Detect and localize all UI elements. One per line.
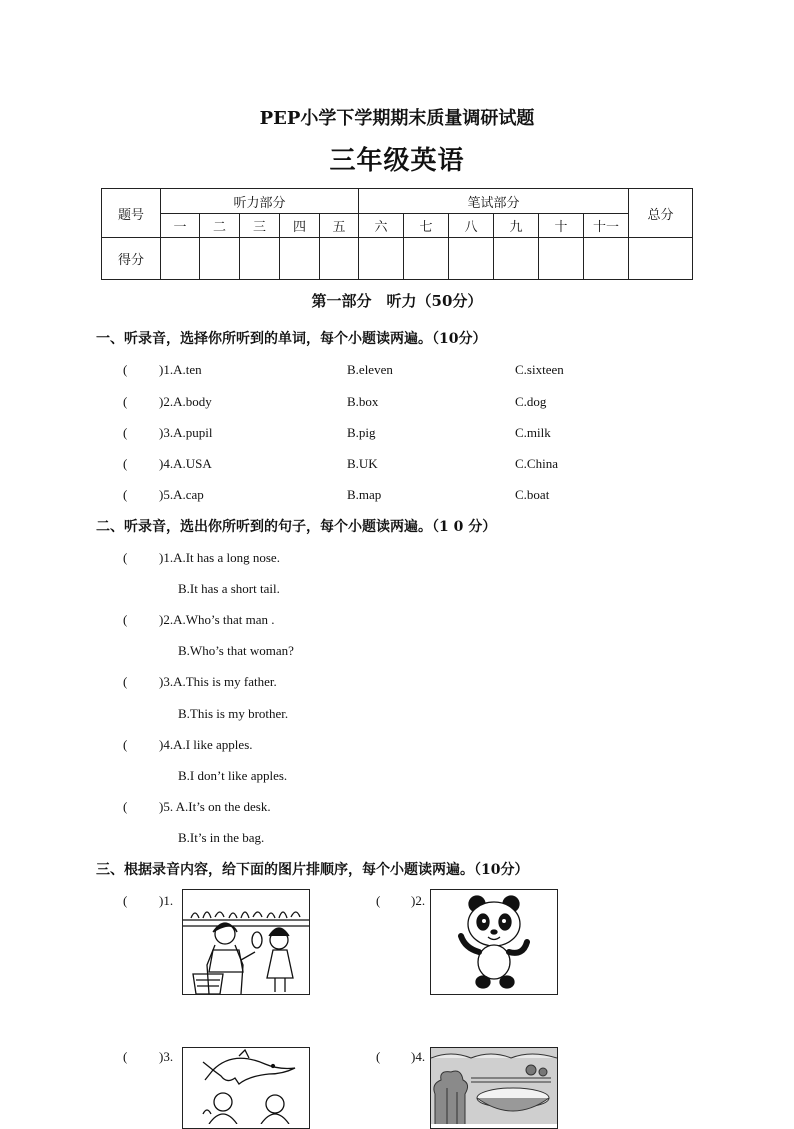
answer-paren[interactable]: ( [123, 799, 128, 814]
answer-paren[interactable]: ( [123, 456, 128, 471]
sentence-b: B.I don’t like apples. [178, 768, 288, 783]
sentence-a: )2.A.Who’s that man . [159, 612, 275, 627]
score-label: 得分 [102, 238, 161, 280]
dolphin-picture [182, 1047, 310, 1129]
score-cell[interactable] [161, 238, 200, 280]
sentence-a: )3.A.This is my father. [159, 674, 277, 689]
sentence-b: B.This is my brother. [178, 706, 289, 721]
col-4: 四 [280, 214, 320, 238]
listening-header: 听力部分 [161, 189, 359, 214]
answer-paren[interactable]: ( [376, 893, 381, 908]
exam-subtitle: 三年级英语 [329, 146, 465, 176]
panda-illustration [431, 890, 557, 994]
picture-number: )2. [411, 893, 426, 908]
option-c: C.China [515, 456, 558, 471]
col-9: 九 [494, 214, 539, 238]
answer-paren[interactable]: ( [123, 674, 128, 689]
shopping-picture [182, 889, 310, 995]
answer-paren[interactable]: ( [123, 893, 128, 908]
score-cell[interactable] [200, 238, 240, 280]
score-cell[interactable] [404, 238, 449, 280]
answer-paren[interactable]: ( [123, 487, 128, 502]
score-cell[interactable] [449, 238, 494, 280]
score-cell[interactable] [584, 238, 629, 280]
option-a: )4.A.USA [159, 456, 212, 471]
sentence-a: )1.A.It has a long nose. [159, 550, 280, 565]
option-b: B.UK [347, 456, 378, 471]
option-a: )5.A.cap [159, 487, 204, 502]
option-a: )3.A.pupil [159, 425, 213, 440]
option-a: )2.A.body [159, 394, 212, 409]
score-cell[interactable] [280, 238, 320, 280]
section1-title: 一、听录音，选择你所听到的单词，每个小题读两遍。（10分） [96, 331, 487, 347]
park-illustration [431, 1048, 557, 1124]
sentence-a: )5. A.It’s on the desk. [159, 799, 271, 814]
picture-number: )3. [159, 1049, 174, 1064]
col-2: 二 [200, 214, 240, 238]
answer-paren[interactable]: ( [123, 362, 128, 377]
answer-paren[interactable]: ( [123, 550, 128, 565]
col-11: 十一 [584, 214, 629, 238]
score-cell[interactable] [539, 238, 584, 280]
col-3: 三 [240, 214, 280, 238]
sentence-b: B.It has a short tail. [178, 581, 280, 596]
row-label: 题号 [102, 189, 161, 238]
picture-number: )4. [411, 1049, 426, 1064]
score-cell[interactable] [494, 238, 539, 280]
sentence-b: B.It’s in the bag. [178, 830, 265, 845]
col-5: 五 [320, 214, 359, 238]
picture-number: )1. [159, 893, 174, 908]
answer-paren[interactable]: ( [376, 1049, 381, 1064]
option-c: C.sixteen [515, 362, 564, 377]
option-b: B.eleven [347, 362, 393, 377]
answer-paren[interactable]: ( [123, 394, 128, 409]
option-b: B.pig [347, 425, 376, 440]
writing-header: 笔试部分 [359, 189, 629, 214]
col-1: 一 [161, 214, 200, 238]
option-c: C.boat [515, 487, 550, 502]
option-b: B.map [347, 487, 382, 502]
park-picture [430, 1047, 558, 1129]
option-a: )1.A.ten [159, 362, 202, 377]
option-c: C.milk [515, 425, 551, 440]
col-7: 七 [404, 214, 449, 238]
answer-paren[interactable]: ( [123, 612, 128, 627]
score-cell[interactable] [320, 238, 359, 280]
section2-title: 二、听录音，选出你所听到的句子，每个小题读两遍。（1 0 分） [96, 519, 497, 535]
section3-title: 三、根据录音内容，给下面的图片排顺序，每个小题读两遍。（10分） [96, 862, 529, 878]
col-6: 六 [359, 214, 404, 238]
col-10: 十 [539, 214, 584, 238]
option-b: B.box [347, 394, 379, 409]
total-cell[interactable] [629, 238, 693, 280]
part-title: 第一部分 听力（50分） [311, 292, 483, 310]
score-table [101, 188, 693, 280]
shopping-illustration [183, 890, 309, 994]
dolphin-illustration [183, 1048, 309, 1124]
exam-title: PEP小学下学期期末质量调研试题 [259, 108, 535, 129]
option-c: C.dog [515, 394, 547, 409]
total-header: 总分 [629, 189, 693, 238]
panda-picture [430, 889, 558, 995]
answer-paren[interactable]: ( [123, 425, 128, 440]
score-cell[interactable] [240, 238, 280, 280]
answer-paren[interactable]: ( [123, 1049, 128, 1064]
sentence-b: B.Who’s that woman? [178, 643, 294, 658]
score-cell[interactable] [359, 238, 404, 280]
answer-paren[interactable]: ( [123, 737, 128, 752]
sentence-a: )4.A.I like apples. [159, 737, 253, 752]
col-8: 八 [449, 214, 494, 238]
